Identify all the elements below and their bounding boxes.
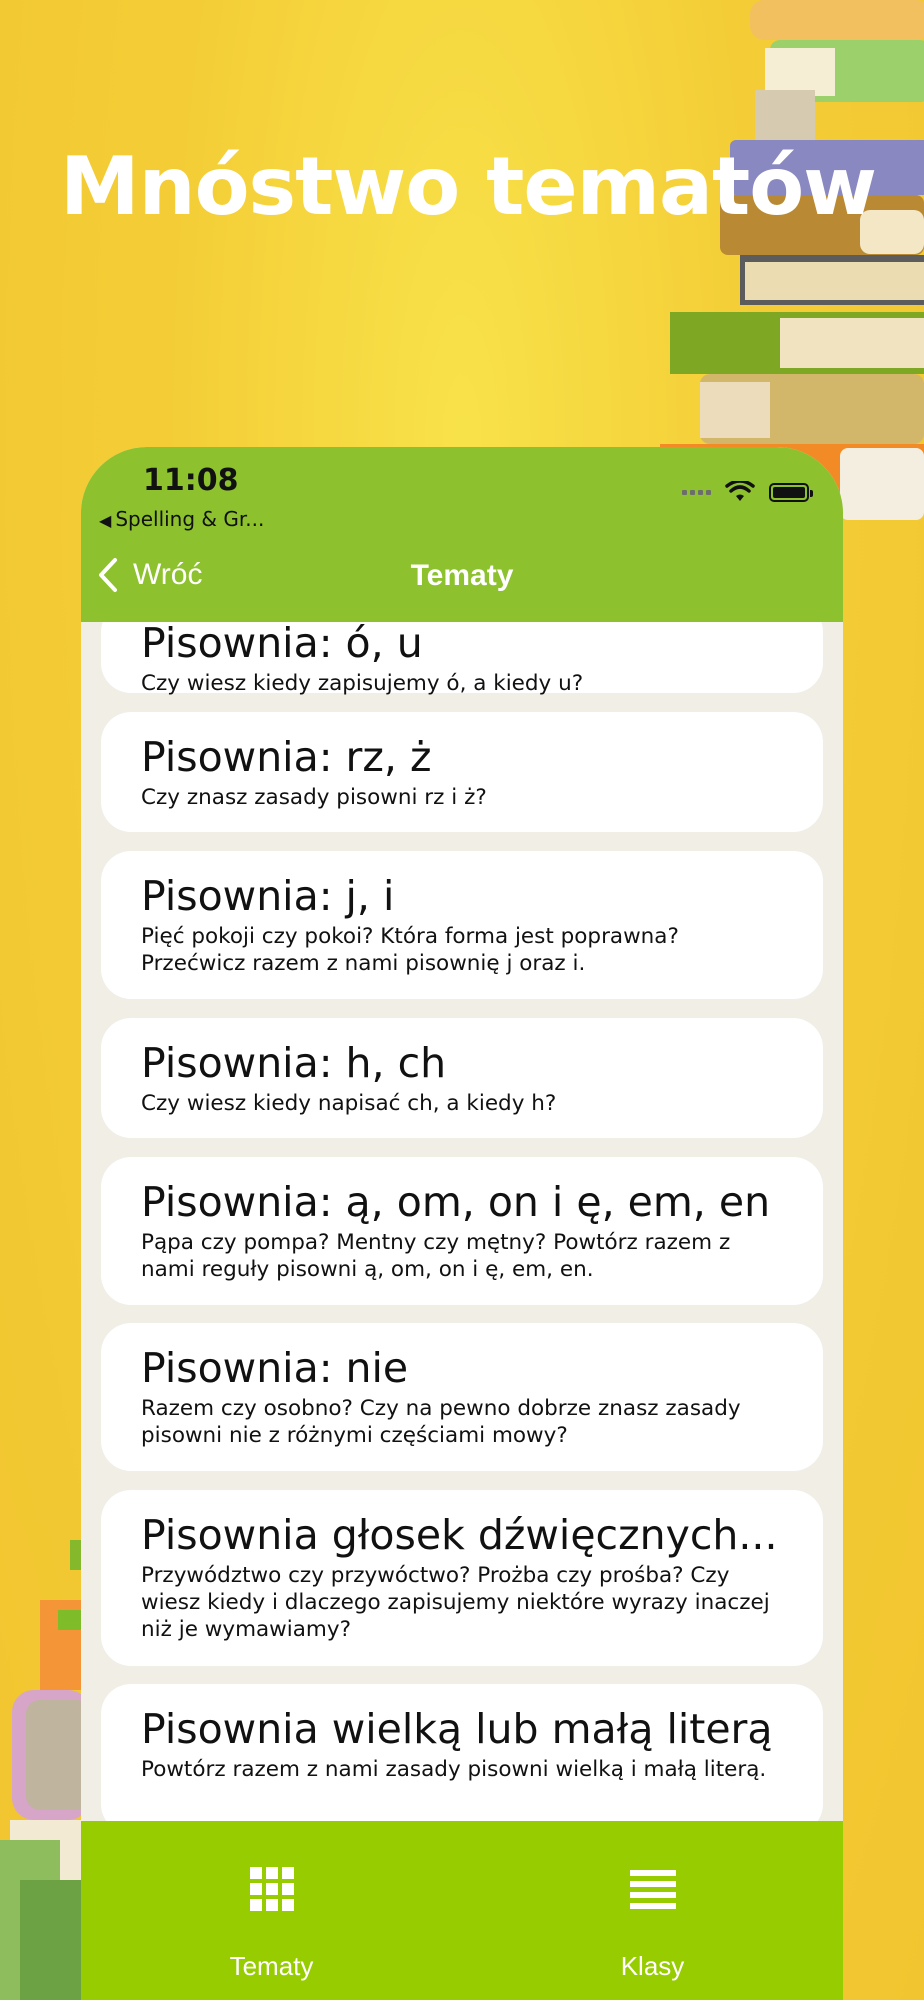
- topic-title: Pisownia: h, ch: [141, 1039, 447, 1087]
- back-button-label: Wróć: [133, 558, 203, 591]
- topic-title: Pisownia: j, i: [141, 872, 395, 920]
- phone-screen: [81, 447, 843, 2000]
- topic-description: Powtórz razem z nami zasady pisowni wielką i małą literą.: [141, 1757, 767, 1782]
- headline: Mnóstwo tematów: [60, 140, 877, 233]
- wifi-icon: [725, 481, 755, 503]
- list-icon: [630, 1863, 676, 1915]
- topic-description: Pąpa czy pompa? Mentny czy mętny? Powtórz razem z nami reguły pisowni ą, om, on i ę, em, en.: [141, 1230, 731, 1282]
- topics-list[interactable]: [81, 622, 843, 1822]
- cellular-signal-icon: [682, 490, 711, 495]
- tab-label: Klasy: [620, 1951, 685, 1981]
- navigation-header: [81, 447, 843, 622]
- topic-title: Pisownia wielką lub małą literą: [141, 1705, 773, 1753]
- battery-icon: [769, 483, 809, 502]
- tab-tematy[interactable]: [81, 1821, 462, 2000]
- status-icons: [682, 481, 809, 503]
- topic-card[interactable]: [101, 1157, 823, 1305]
- topic-card[interactable]: [101, 712, 823, 832]
- page-title: Tematy: [410, 559, 514, 592]
- topic-description: Razem czy osobno? Czy na pewno dobrze znasz zasady pisowni nie z różnymi częściami mowy?: [141, 1396, 741, 1448]
- topic-card[interactable]: [101, 1018, 823, 1138]
- topic-title: Pisownia: ą, om, on i ę, em, en: [141, 1178, 771, 1226]
- topic-card[interactable]: [101, 1323, 823, 1471]
- topic-card[interactable]: [101, 1490, 823, 1666]
- topic-description: Czy wiesz kiedy zapisujemy ó, a kiedy u?: [141, 671, 584, 696]
- topic-card[interactable]: [101, 1684, 823, 1822]
- topic-description: Pięć pokoji czy pokoi? Która forma jest poprawna? Przećwicz razem z nami pisownię j oraz i.: [141, 924, 679, 976]
- book-stack-left-illustration: [0, 1540, 90, 2000]
- back-triangle-icon: ◀: [99, 511, 112, 530]
- topic-title: Pisownia: rz, ż: [141, 733, 432, 781]
- grid-icon: [250, 1863, 294, 1915]
- topic-description: Przywództwo czy przywóctwo? Prożba czy prośba? Czy wiesz kiedy i dlaczego zapisujemy niektóre wyrazy inaczej niż je wymawiamy?: [141, 1563, 770, 1642]
- tab-label: Tematy: [229, 1951, 314, 1981]
- topic-card[interactable]: [101, 851, 823, 999]
- topic-card[interactable]: [101, 622, 823, 696]
- topic-title: Pisownia: nie: [141, 1344, 409, 1392]
- tab-bar: [81, 1821, 843, 2000]
- topic-title: Pisownia: ó, u: [141, 622, 423, 667]
- back-to-app-link[interactable]: [99, 507, 264, 531]
- status-time: 11:08: [143, 463, 239, 498]
- back-app-label: Spelling & Gr...: [115, 507, 265, 531]
- topic-description: Czy wiesz kiedy napisać ch, a kiedy h?: [141, 1091, 557, 1116]
- topic-description: Czy znasz zasady pisowni rz i ż?: [141, 785, 487, 810]
- topic-title: Pisownia głosek dźwięcznych...: [141, 1511, 778, 1559]
- tab-klasy[interactable]: [462, 1821, 843, 2000]
